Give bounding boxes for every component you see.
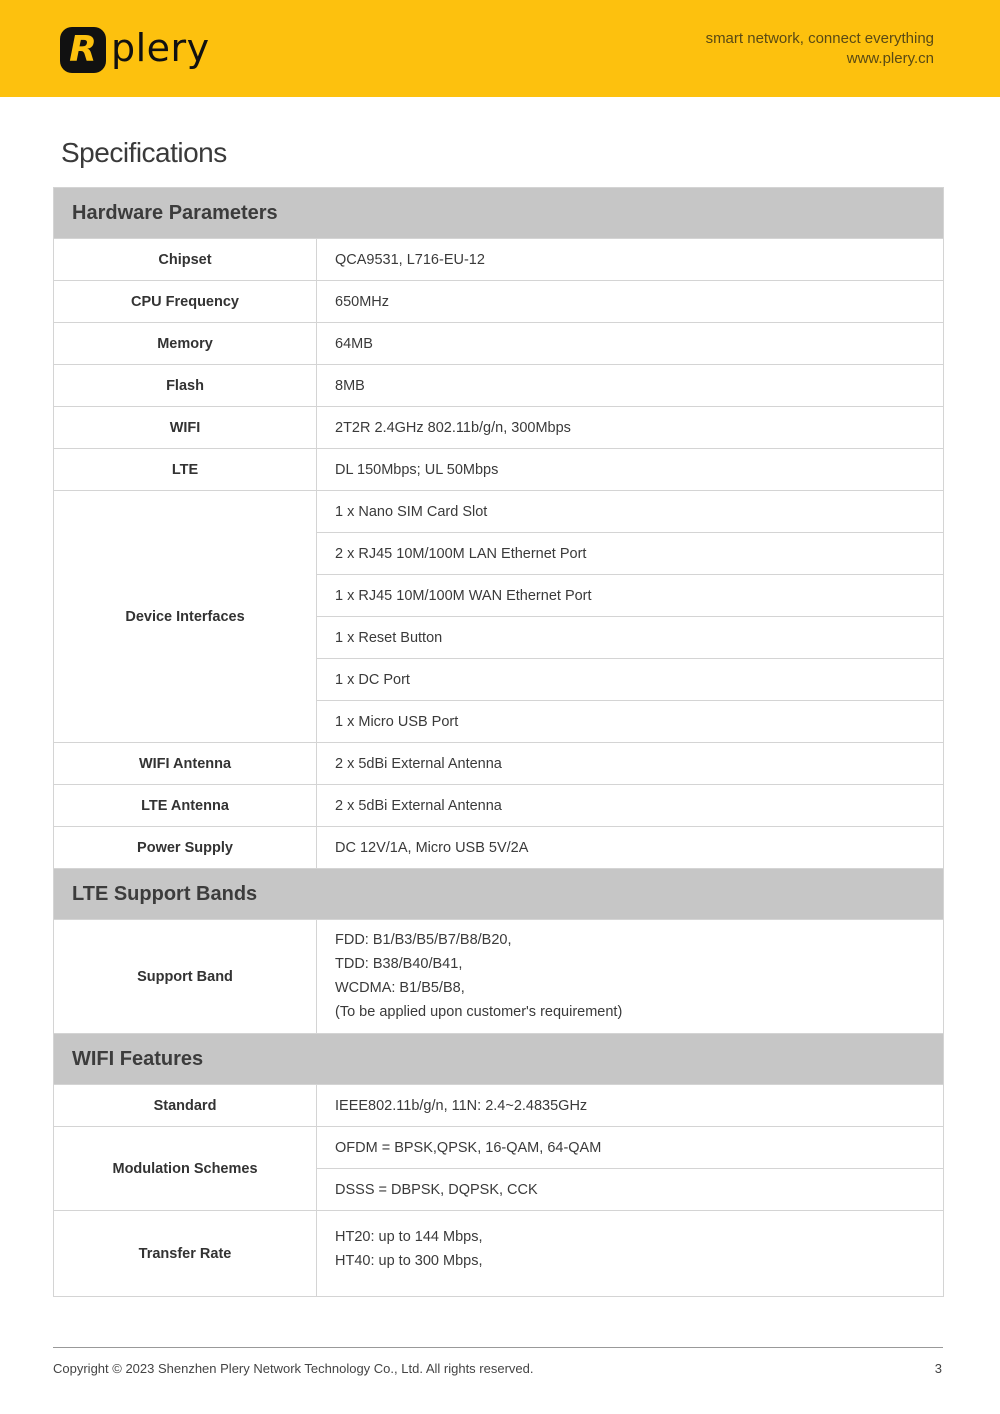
row-value-bands	[317, 920, 944, 1034]
row-label-device-interfaces: Device Interfaces	[54, 491, 317, 743]
table-row	[54, 827, 944, 869]
table-row	[54, 1127, 944, 1169]
page-number: 3	[934, 1361, 942, 1376]
band-line: (To be applied upon customer's requirement)	[335, 1003, 623, 1020]
spec-table	[53, 187, 944, 1297]
row-value: 64MB	[317, 323, 944, 365]
row-label: WIFI	[54, 407, 317, 449]
table-row	[54, 239, 944, 281]
row-value: DSSS = DBPSK, DQPSK, CCK	[317, 1169, 944, 1211]
table-row	[54, 743, 944, 785]
row-value: 1 x RJ45 10M/100M WAN Ethernet Port	[317, 575, 944, 617]
row-value: 2 x 5dBi External Antenna	[317, 743, 944, 785]
row-value: 1 x Nano SIM Card Slot	[317, 491, 944, 533]
row-label: Power Supply	[54, 827, 317, 869]
table-row	[54, 323, 944, 365]
row-label-transfer-rate: Transfer Rate	[54, 1211, 317, 1297]
logo-mark-icon: R	[60, 27, 106, 73]
row-value: 1 x Micro USB Port	[317, 701, 944, 743]
row-label: LTE Antenna	[54, 785, 317, 827]
page-header	[0, 0, 1000, 97]
header-tagline	[706, 29, 934, 69]
row-label: Memory	[54, 323, 317, 365]
section-wifi-title: WIFI Features	[54, 1034, 944, 1085]
row-value: DC 12V/1A, Micro USB 5V/2A	[317, 827, 944, 869]
table-row	[54, 491, 944, 533]
row-label: WIFI Antenna	[54, 743, 317, 785]
table-row	[54, 407, 944, 449]
rate-line: HT40: up to 300 Mbps,	[335, 1252, 483, 1269]
plery-logo	[60, 26, 210, 74]
section-lte-title: LTE Support Bands	[54, 869, 944, 920]
band-line: FDD: B1/B3/B5/B7/B8/B20,	[335, 931, 512, 948]
tagline-text: smart network, connect everything	[705, 30, 934, 47]
row-value: OFDM = BPSK,QPSK, 16-QAM, 64-QAM	[317, 1127, 944, 1169]
row-value: 2 x 5dBi External Antenna	[317, 785, 944, 827]
table-row	[54, 281, 944, 323]
table-row	[54, 920, 944, 1034]
row-value: 1 x Reset Button	[317, 617, 944, 659]
row-value: 2 x RJ45 10M/100M LAN Ethernet Port	[317, 533, 944, 575]
table-row	[54, 785, 944, 827]
footer-copyright: Copyright © 2023 Shenzhen Plery Network Technology Co., Ltd. All rights reserved.	[53, 1361, 534, 1376]
row-label: LTE	[54, 449, 317, 491]
band-line: TDD: B38/B40/B41,	[335, 955, 463, 972]
table-row	[54, 449, 944, 491]
row-label-support-band: Support Band	[54, 920, 317, 1034]
row-value: QCA9531, L716-EU-12	[317, 239, 944, 281]
row-value: 650MHz	[317, 281, 944, 323]
row-label: Chipset	[54, 239, 317, 281]
footer-divider	[53, 1347, 943, 1348]
logo-text: plery	[111, 26, 210, 70]
page-title: Specifications	[61, 137, 227, 168]
row-label: Flash	[54, 365, 317, 407]
row-label-modulation: Modulation Schemes	[54, 1127, 317, 1211]
table-row	[54, 1211, 944, 1297]
row-value: IEEE802.11b/g/n, 11N: 2.4~2.4835GHz	[317, 1085, 944, 1127]
row-label: CPU Frequency	[54, 281, 317, 323]
row-value: 2T2R 2.4GHz 802.11b/g/n, 300Mbps	[317, 407, 944, 449]
row-value: DL 150Mbps; UL 50Mbps	[317, 449, 944, 491]
row-value: 8MB	[317, 365, 944, 407]
website-text: www.plery.cn	[846, 50, 934, 67]
section-hardware-title: Hardware Parameters	[54, 188, 944, 239]
table-row	[54, 365, 944, 407]
table-row	[54, 1085, 944, 1127]
row-label: Standard	[54, 1085, 317, 1127]
band-line: WCDMA: B1/B5/B8,	[335, 979, 465, 996]
rate-line: HT20: up to 144 Mbps,	[335, 1228, 483, 1245]
row-value-transfer-rate	[317, 1211, 944, 1297]
row-value: 1 x DC Port	[317, 659, 944, 701]
